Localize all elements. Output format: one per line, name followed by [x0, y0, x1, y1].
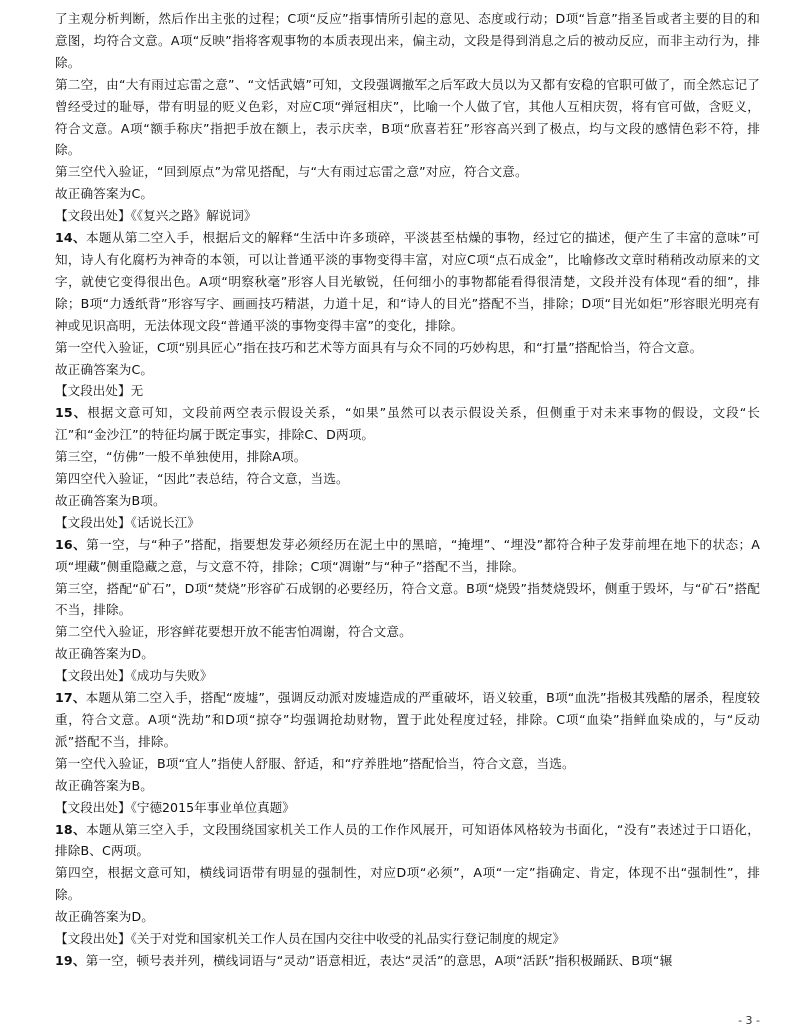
- page-number: - 3 -: [738, 1014, 760, 1027]
- explanation-paragraph: 第三空，“仿佛”一般不单独使用，排除A项。: [55, 449, 307, 465]
- explanation-paragraph: 了主观分析判断，然后作出主张的过程；C项“反应”指事情所引起的意见、态度或行动；D项“旨意”指圣旨或者主要的目的和意图，均符合文意。A项“反映”指将客观事物的本质表现出来，偏主动，文段是得到消息之后的被动反应，而非主动行为，排除。: [55, 11, 760, 70]
- explanation-paragraph: 故正确答案为D。: [55, 646, 155, 662]
- question-number: 18、: [55, 821, 86, 837]
- question-text: 本题从第三空入手，文段围绕国家机关工作人员的工作作风展开，可知语体风格较为书面化，“没有”表述过于口语化，排除B、C两项。: [55, 821, 760, 859]
- question-text: 第一空，顿号表并列，横线词语与“灵动”语意相近，表达“灵活”的意思，A项“活跃”指积极踊跃、B项“辗: [85, 952, 673, 968]
- explanation-paragraph: 第三空，搭配“矿石”，D项“焚烧”形容矿石成钢的必要经历，符合文意。B项“烧毁”指焚烧毁坏，侧重于毁坏，与“矿石”搭配不当，排除。: [55, 580, 760, 618]
- explanation-paragraph: 第一空代入验证，B项“宜人”指使人舒服、舒适，和“疗养胜地”搭配恰当，符合文意，当选。: [55, 755, 575, 771]
- explanation-paragraph: 第四空，根据文意可知，横线词语带有明显的强制性，对应D项“必须”，A项“一定”指确定、肯定，体现不出“强制性”，排除。: [55, 865, 760, 903]
- source-citation: 【文段出处】《成功与失败》: [55, 668, 213, 684]
- question-explanation: [55, 227, 760, 337]
- explanation-paragraph: 第一空代入验证，C项“别具匠心”指在技巧和艺术等方面具有与众不同的巧妙构思，和“打量”搭配恰当，符合文意。: [55, 339, 703, 355]
- question-number: 14、: [55, 230, 86, 246]
- question-text: 根据文意可知，文段前两空表示假设关系，“如果”虽然可以表示假设关系，但侧重于对未来事物的假设，文段“长江”和“金沙江”的特征均属于既定事实，排除C、D两项。: [55, 405, 760, 443]
- explanation-paragraph: 故正确答案为C。: [55, 361, 154, 377]
- explanation-paragraph: 故正确答案为B。: [55, 777, 153, 793]
- explanation-paragraph: 故正确答案为B项。: [55, 492, 166, 508]
- question-text: 本题从第二空入手，根据后文的解释“生活中许多琐碎，平淡甚至枯燥的事物，经过它的描述，便产生了丰富的意味”可知，诗人有化腐朽为神奇的本领，可以让普通平淡的事物变得丰富，对应C项“点石成金”，比喻修改文章时稍稍改动原来的文字，就使它变得很出色。A项“明察秋毫”形容人目光敏锐，任何细小的事物都能看得很清楚，文段并没有体现“看的细”，排除；B项“力透纸背”形容写字、画画技巧精湛，力道十足，和“诗人的目光”搭配不当，排除；D项“目光如炬”形容眼光明亮有神或见识高明，无法体现文段“普通平淡的事物变得丰富”的变化，排除。: [55, 230, 760, 333]
- explanation-paragraph: 第三空代入验证，“回到原点”为常见搭配，与“大有雨过忘雷之意”对应，符合文意。: [55, 164, 528, 180]
- source-citation: 【文段出处】《关于对党和国家机关工作人员在国内交往中收受的礼品实行登记制度的规定》: [55, 931, 566, 947]
- question-text: 第一空，与“种子”搭配，指要想发芽必须经历在泥土中的黑暗，“掩埋”、“埋没”都符合种子发芽前埋在地下的状态；A项“埋藏”侧重隐藏之意，与文意不符，排除；C项“凋谢”与“种子”搭配不当，排除。: [55, 536, 760, 574]
- explanation-paragraph: 故正确答案为C。: [55, 186, 154, 202]
- question-explanation: [55, 534, 760, 578]
- question-number: 15、: [55, 405, 88, 421]
- question-text: 本题从第二空入手，搭配“废墟”，强调反动派对废墟造成的严重破坏，语义较重，B项“血洗”指极其残酷的屠杀，程度较重，符合文意。A项“洗劫”和D项“掠夺”均强调抢劫财物，置于此处程度过轻，排除。C项“血染”指鲜血染成的，与“反动派”搭配不当，排除。: [55, 690, 760, 749]
- question-explanation: [55, 687, 760, 753]
- question-number: 16、: [55, 536, 87, 552]
- explanation-paragraph: 第二空，由“大有雨过忘雷之意”、“文恬武嬉”可知，文段强调撤军之后军政大员以为又都有安稳的官职可做了，而全然忘记了曾经受过的耻辱，带有明显的贬义色彩，对应C项“弹冠相庆”，比喻一个人做了官，其他人互相庆贺，将有官可做，含贬义，符合文意。A项“额手称庆”指把手放在额上，表示庆幸，B项“欣喜若狂”形容高兴到了极点，均与文段的感情色彩不符，排除。: [55, 76, 760, 158]
- source-citation: 【文段出处】无: [55, 383, 144, 399]
- question-number: 19、: [55, 952, 86, 968]
- question-explanation: [55, 819, 760, 863]
- explanation-paragraph: 第二空代入验证，形容鲜花要想开放不能害怕凋谢，符合文意。: [55, 624, 412, 640]
- explanation-paragraph: 故正确答案为D。: [55, 909, 155, 925]
- question-number: 17、: [55, 690, 86, 706]
- source-citation: 【文段出处】《话说长江》: [55, 514, 200, 530]
- source-citation: 【文段出处】《宁德2015年事业单位真题》: [55, 799, 295, 815]
- document-body: [55, 8, 760, 972]
- question-explanation: [55, 950, 760, 972]
- explanation-paragraph: 第四空代入验证，“因此”表总结，符合文意，当选。: [55, 471, 349, 487]
- source-citation: 【文段出处】《《复兴之路》解说词》: [55, 208, 257, 224]
- question-explanation: [55, 402, 760, 446]
